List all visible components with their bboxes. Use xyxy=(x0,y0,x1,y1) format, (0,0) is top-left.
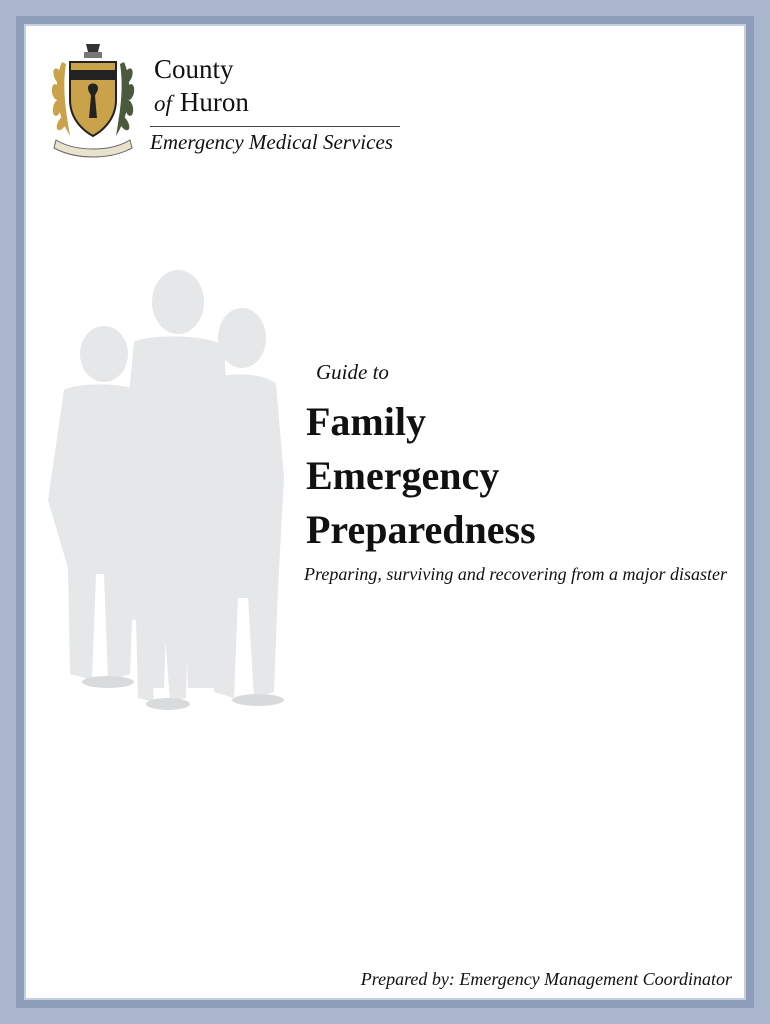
cover-subtitle: Preparing, surviving and recovering from a major disaster xyxy=(304,564,727,584)
prepared-by-footer: Prepared by: Emergency Management Coordinator xyxy=(360,969,732,989)
title-line-emergency: Emergency xyxy=(306,453,500,498)
of-huron-line xyxy=(154,86,249,123)
title-line-family: Family xyxy=(306,399,426,444)
guide-to-label: Guide to xyxy=(316,360,389,384)
header-rule xyxy=(150,126,400,127)
county-crest-logo xyxy=(48,40,138,158)
department-name: Emergency Medical Services xyxy=(150,130,393,154)
title-line-preparedness: Preparedness xyxy=(306,507,536,552)
county-label: County xyxy=(154,54,234,84)
of-word: of xyxy=(154,91,172,116)
huron-label: Huron xyxy=(179,87,249,117)
family-silhouette-illustration xyxy=(38,268,298,718)
